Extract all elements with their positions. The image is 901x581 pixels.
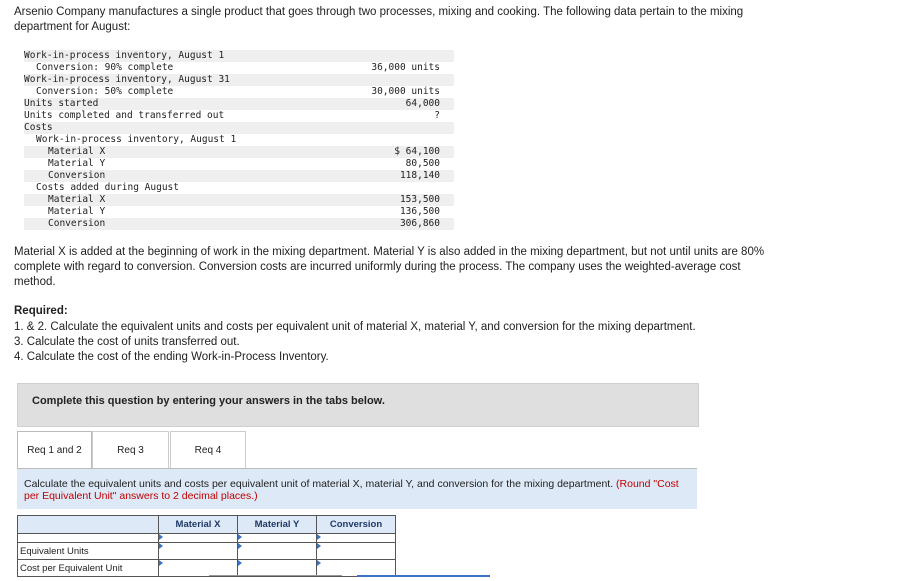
data-row-label: Conversion (48, 218, 106, 229)
data-row (24, 194, 454, 206)
answer-table (17, 515, 396, 577)
column-header-material-x: Material X (159, 516, 238, 534)
bottom-control (209, 575, 342, 580)
data-row-label: Costs (24, 122, 53, 133)
data-row (24, 158, 454, 170)
question-instructions: Calculate the equivalent units and costs per equivalent unit of material X, material Y, and conversion for the mixing department. (24, 478, 614, 490)
tab-req-1-and-2[interactable]: Req 1 and 2 (17, 431, 92, 469)
problem-intro: Arsenio Company manufactures a single product that goes through two processes, mixing and cooking. The following data pertain to the mixing department for August: (14, 6, 744, 33)
instruction-text: Complete this question by entering your answers in the tabs below. (32, 395, 385, 407)
required-title: Required: (14, 305, 68, 317)
data-row-label: Material X (48, 146, 106, 157)
data-row (24, 170, 454, 182)
cost-per-unit-conversion-input[interactable] (317, 560, 396, 577)
data-row-value (350, 182, 454, 194)
spacer-cell (159, 534, 238, 543)
data-row-value: 30,000 units (371, 86, 440, 97)
column-header-conversion: Conversion (317, 516, 396, 534)
data-row-value: $ 64,100 (394, 146, 440, 157)
data-row (24, 134, 454, 146)
tab-req-4[interactable]: Req 4 (170, 431, 246, 469)
data-row-label: Material Y (48, 206, 106, 217)
data-row-label: Material Y (48, 158, 106, 169)
data-row (24, 110, 454, 122)
spacer-row-label (18, 534, 159, 543)
data-row-value: ? (434, 110, 440, 121)
data-row (24, 62, 454, 74)
data-row (24, 206, 454, 218)
spacer-cell (317, 534, 396, 543)
data-row-label: Units started (24, 98, 99, 109)
row-label-equivalent-units: Equivalent Units (18, 543, 159, 560)
data-row-value (350, 122, 454, 134)
cost-per-unit-material-x-input[interactable] (159, 560, 238, 577)
data-row-label: Material X (48, 194, 106, 205)
data-row (24, 218, 454, 230)
data-row (24, 146, 454, 158)
cost-per-unit-material-y-input[interactable] (238, 560, 317, 577)
question-panel (17, 468, 697, 509)
equivalent-units-material-y-input[interactable] (238, 543, 317, 560)
data-row-value: 118,140 (399, 170, 440, 181)
data-row-value: 306,860 (399, 218, 440, 229)
data-row-label: Units completed and transferred out (24, 110, 225, 121)
rounding-note: (Round "Cost per Equivalent Unit" answers to 2 decimal places.) (24, 478, 679, 502)
data-row-label: Conversion: 50% complete (36, 86, 174, 97)
data-row-label: Conversion: 90% complete (36, 62, 174, 73)
data-row (24, 98, 454, 110)
required-item: 4. Calculate the cost of the ending Work-in-Process Inventory. (14, 351, 329, 363)
data-table (24, 50, 454, 230)
data-row-value: 136,500 (399, 206, 440, 217)
data-row (24, 182, 454, 194)
data-row (24, 74, 454, 86)
data-row (24, 50, 454, 62)
data-row-value (350, 134, 454, 146)
answer-table-corner (18, 516, 159, 534)
data-row (24, 122, 454, 134)
data-row-value: 64,000 (405, 98, 440, 109)
data-row-value: 153,500 (399, 194, 440, 205)
required-item: 1. & 2. Calculate the equivalent units and costs per equivalent unit of material X, material Y, and conversion for the mixing department. (14, 321, 696, 333)
data-row-label: Conversion (48, 170, 106, 181)
data-row-value (350, 50, 454, 62)
equivalent-units-material-x-input[interactable] (159, 543, 238, 560)
tab-req-3[interactable]: Req 3 (92, 431, 169, 469)
data-row-value (350, 74, 454, 86)
row-label-cost-per-equivalent-unit: Cost per Equivalent Unit (18, 560, 159, 577)
question-text (24, 478, 684, 502)
data-row-label: Work-in-process inventory, August 1 (36, 134, 237, 145)
instruction-panel (17, 383, 699, 427)
data-row-label: Work-in-process inventory, August 1 (24, 50, 225, 61)
required-item: 3. Calculate the cost of units transferred out. (14, 336, 240, 348)
column-header-material-y: Material Y (238, 516, 317, 534)
data-row-label: Costs added during August (36, 182, 179, 193)
data-row-value: 80,500 (405, 158, 440, 169)
data-row-label: Work-in-process inventory, August 31 (24, 74, 230, 85)
equivalent-units-conversion-input[interactable] (317, 543, 396, 560)
bottom-control (357, 575, 490, 581)
problem-paragraph: Material X is added at the beginning of work in the mixing department. Material Y is also added in the mixing department, but not until units are 80% complete with regard to conversion. Conversion costs are incurred uniformly during the process. The company uses the weighted-average cost method. (14, 246, 765, 288)
spacer-cell (238, 534, 317, 543)
data-row-value: 36,000 units (371, 62, 440, 73)
required-list (14, 320, 814, 365)
data-row (24, 86, 454, 98)
